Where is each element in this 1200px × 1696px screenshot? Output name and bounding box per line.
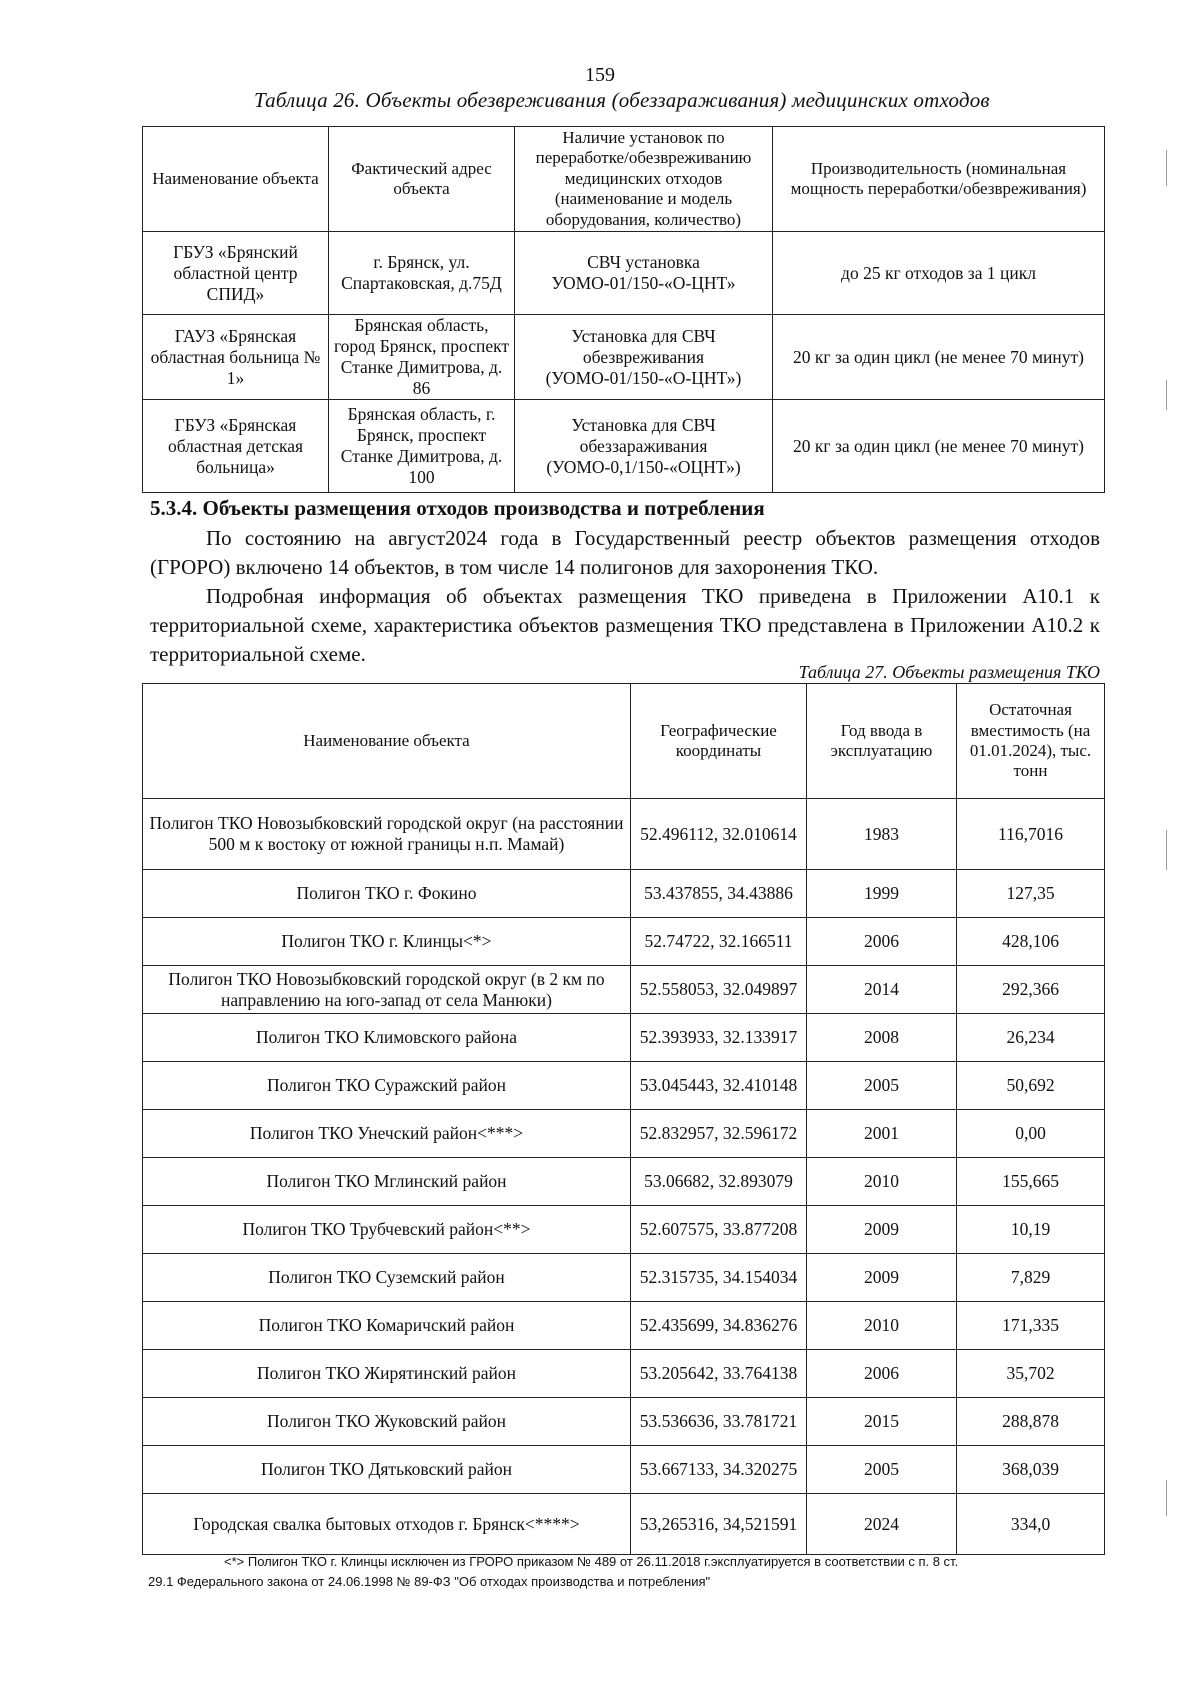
table-cell: 2009 [807, 1254, 957, 1302]
scan-artifact [1166, 830, 1167, 870]
table-cell: Полигон ТКО Дятьковский район [143, 1446, 631, 1494]
table-cell: 2024 [807, 1494, 957, 1555]
table-row [143, 1110, 1105, 1158]
table-row [143, 1254, 1105, 1302]
table-cell: 20 кг за один цикл (не менее 70 минут) [773, 315, 1105, 400]
table-row [143, 1014, 1105, 1062]
scan-artifact [1166, 150, 1167, 186]
header-cell: Фактический адрес объекта [329, 127, 515, 232]
table-cell: ГБУЗ «Брянская областная детская больница» [143, 400, 329, 493]
table-cell: 52.496112, 32.010614 [631, 799, 807, 870]
table-cell: 116,7016 [957, 799, 1105, 870]
footnote-line: <*> Полигон ТКО г. Клинцы исключен из ГРОРО приказом № 489 от 26.11.2018 г.эксплуатируется в соответствии с п. 8 ст. [224, 1554, 959, 1569]
table-cell: 52.558053, 32.049897 [631, 966, 807, 1014]
table-cell: Полигон ТКО г. Клинцы<*> [143, 918, 631, 966]
table-cell: 53.06682, 32.893079 [631, 1158, 807, 1206]
table-cell: 368,039 [957, 1446, 1105, 1494]
table-cell: Полигон ТКО Жирятинский район [143, 1350, 631, 1398]
section-paragraph-2: Подробная информация об объектах размещения ТКО приведена в Приложении А10.1 к территориальной схеме, характеристика объектов размещения ТКО представлена в Приложении А10.2 к территориальной схеме. [150, 584, 1100, 666]
table-row [143, 1446, 1105, 1494]
table-27-caption: Таблица 27. Объекты размещения ТКО [798, 662, 1100, 682]
table-cell: 0,00 [957, 1110, 1105, 1158]
table-cell: 53.045443, 32.410148 [631, 1062, 807, 1110]
table-row [143, 315, 1105, 400]
table-cell: 428,106 [957, 918, 1105, 966]
table-cell: 52.435699, 34.836276 [631, 1302, 807, 1350]
table-cell: Полигон ТКО г. Фокино [143, 870, 631, 918]
header-cell: Производительность (номинальная мощность переработки/обезвреживания) [773, 127, 1105, 232]
table-cell: 52.393933, 32.133917 [631, 1014, 807, 1062]
table-cell: 52.74722, 32.166511 [631, 918, 807, 966]
table-cell: 53.536636, 33.781721 [631, 1398, 807, 1446]
table-cell: 1999 [807, 870, 957, 918]
scan-artifact [1166, 380, 1167, 410]
header-cell: Наименование объекта [143, 684, 631, 799]
section-heading: 5.3.4. Объекты размещения отходов производства и потребления [150, 496, 765, 520]
page-number: 159 [585, 64, 615, 86]
table-cell: 53,265316, 34,521591 [631, 1494, 807, 1555]
table-cell: ГБУЗ «Брянский областной центр СПИД» [143, 232, 329, 315]
table-row [143, 799, 1105, 870]
table-cell: 50,692 [957, 1062, 1105, 1110]
header-cell: Год ввода в эксплуатацию [807, 684, 957, 799]
table-cell: 155,665 [957, 1158, 1105, 1206]
table-row [143, 1302, 1105, 1350]
table-cell: 20 кг за один цикл (не менее 70 минут) [773, 400, 1105, 493]
table-row [143, 918, 1105, 966]
table-cell: 2006 [807, 1350, 957, 1398]
table-cell: Полигон ТКО Комаричский район [143, 1302, 631, 1350]
table-cell: Установка для СВЧ обеззараживания (УОМО-0,1/150-«ОЦНТ») [515, 400, 773, 493]
table-cell: 2015 [807, 1398, 957, 1446]
table-row [143, 1398, 1105, 1446]
table-row [143, 1350, 1105, 1398]
table-cell: г. Брянск, ул. Спартаковская, д.75Д [329, 232, 515, 315]
table-cell: 52.832957, 32.596172 [631, 1110, 807, 1158]
table-row [143, 966, 1105, 1014]
footnote-line: 29.1 Федерального закона от 24.06.1998 № 89-ФЗ "Об отходах производства и потребления" [148, 1574, 711, 1589]
table-cell: 10,19 [957, 1206, 1105, 1254]
table-cell: Полигон ТКО Жуковский район [143, 1398, 631, 1446]
table-cell: до 25 кг отходов за 1 цикл [773, 232, 1105, 315]
table-cell: Полигон ТКО Новозыбковский городской округ (в 2 км по направлению на юго-запад от села Манюки) [143, 966, 631, 1014]
table-cell: 2010 [807, 1302, 957, 1350]
table-cell: 127,35 [957, 870, 1105, 918]
table-cell: 7,829 [957, 1254, 1105, 1302]
table-cell: Полигон ТКО Суражский район [143, 1062, 631, 1110]
table-cell: Полигон ТКО Новозыбковский городской округ (на расстоянии 500 м к востоку от южной границы н.п. Мамай) [143, 799, 631, 870]
table-cell: Полигон ТКО Мглинский район [143, 1158, 631, 1206]
table-cell: 171,335 [957, 1302, 1105, 1350]
table-cell: ГАУЗ «Брянская областная больница № 1» [143, 315, 329, 400]
table-cell: Городская свалка бытовых отходов г. Брянск<****> [143, 1494, 631, 1555]
table-row [143, 870, 1105, 918]
table-cell: 52.607575, 33.877208 [631, 1206, 807, 1254]
table-cell: Полигон ТКО Унечский район<***> [143, 1110, 631, 1158]
table-cell: Установка для СВЧ обезвреживания (УОМО-01/150-«О-ЦНТ») [515, 315, 773, 400]
table-cell: 2009 [807, 1206, 957, 1254]
table-cell: Брянская область, г. Брянск, проспект Станке Димитрова, д. 100 [329, 400, 515, 493]
table-cell: 2005 [807, 1062, 957, 1110]
table-cell: 26,234 [957, 1014, 1105, 1062]
section-paragraph-1: По состоянию на август2024 года в Государственный реестр объектов размещения отходов (ГРОРО) включено 14 объектов, в том числе 14 полигонов для захоронения ТКО. [150, 526, 1100, 579]
table-cell: 53.437855, 34.43886 [631, 870, 807, 918]
table-row [143, 1206, 1105, 1254]
header-cell: Остаточная вместимость (на 01.01.2024), тыс. тонн [957, 684, 1105, 799]
table-cell: СВЧ установка УОМО-01/150-«О-ЦНТ» [515, 232, 773, 315]
table-row [143, 1158, 1105, 1206]
landfill-table [142, 683, 1105, 1555]
table-row [143, 232, 1105, 315]
table-cell: 2005 [807, 1446, 957, 1494]
table-cell: 1983 [807, 799, 957, 870]
table-row [143, 1062, 1105, 1110]
table-row [143, 400, 1105, 493]
medical-waste-table [142, 126, 1105, 493]
table-cell: 52.315735, 34.154034 [631, 1254, 807, 1302]
table-cell: Полигон ТКО Климовского района [143, 1014, 631, 1062]
table-cell: 53.667133, 34.320275 [631, 1446, 807, 1494]
header-cell: Наличие установок по переработке/обезвреживанию медицинских отходов (наименование и модель оборудования, количество) [515, 127, 773, 232]
table-cell: 2006 [807, 918, 957, 966]
table-cell: 2010 [807, 1158, 957, 1206]
table-cell: 288,878 [957, 1398, 1105, 1446]
header-cell: Наименование объекта [143, 127, 329, 232]
table-cell: 292,366 [957, 966, 1105, 1014]
table-cell: Полигон ТКО Суземский район [143, 1254, 631, 1302]
table-cell: 2008 [807, 1014, 957, 1062]
table-header-row [143, 684, 1105, 799]
table-row [143, 1494, 1105, 1555]
table-cell: 35,702 [957, 1350, 1105, 1398]
table-cell: 334,0 [957, 1494, 1105, 1555]
table-cell: Полигон ТКО Трубчевский район<**> [143, 1206, 631, 1254]
table-header-row [143, 127, 1105, 232]
scan-artifact [1166, 1480, 1167, 1516]
table-cell: 2001 [807, 1110, 957, 1158]
table-cell: 2014 [807, 966, 957, 1014]
table-cell: 53.205642, 33.764138 [631, 1350, 807, 1398]
table-cell: Брянская область, город Брянск, проспект Станке Димитрова, д. 86 [329, 315, 515, 400]
header-cell: Географические координаты [631, 684, 807, 799]
table-26-caption: Таблица 26. Объекты обезвреживания (обеззараживания) медицинских отходов [254, 88, 990, 112]
footnote [148, 1552, 1108, 1592]
